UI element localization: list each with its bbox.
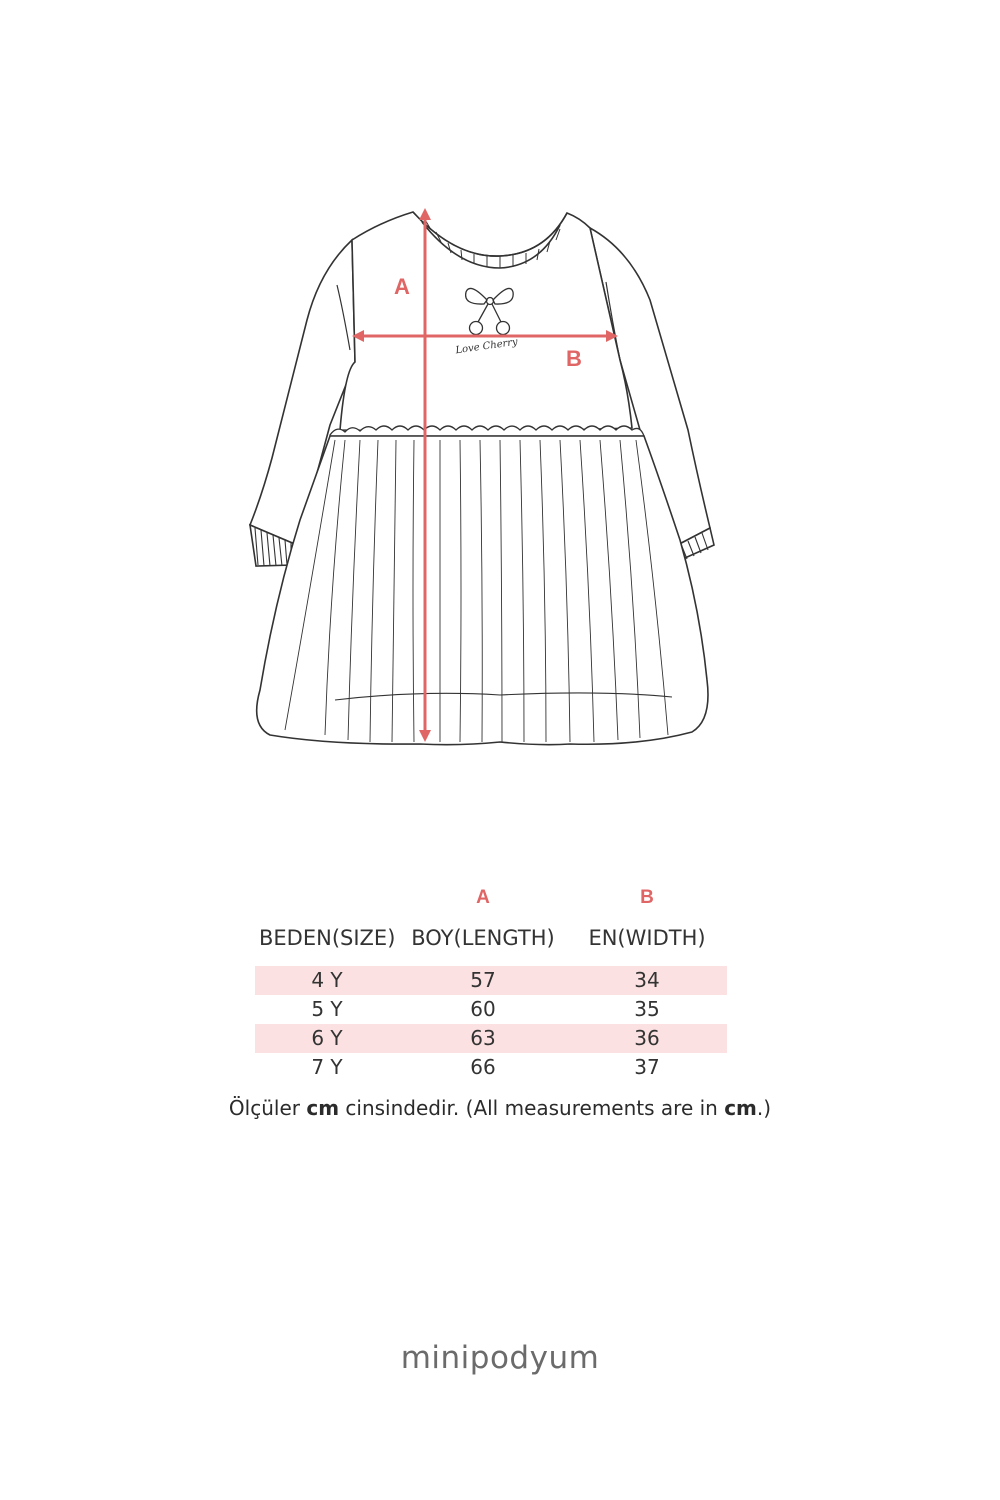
width-cell: 37 — [634, 1055, 660, 1079]
table-row — [255, 995, 727, 1024]
brand-logo: minipodyum — [400, 1340, 600, 1376]
table-row — [255, 1053, 727, 1082]
width-cell: 35 — [634, 997, 660, 1021]
length-cell: 57 — [399, 966, 567, 995]
size-column-header: BEDEN(SIZE) — [259, 926, 396, 950]
length-column-header: BOY(LENGTH) — [411, 926, 555, 950]
table-row — [255, 1024, 727, 1053]
size-cell: 4 Y — [255, 966, 399, 995]
note-unit: cm — [724, 1096, 757, 1120]
length-cell: 63 — [399, 1024, 567, 1053]
table-row — [255, 966, 727, 995]
width-column-header: EN(WIDTH) — [588, 926, 706, 950]
table-header-row — [255, 916, 727, 960]
note-text: .) — [756, 1096, 772, 1120]
size-table — [255, 880, 727, 1082]
note-text: Ölçüler — [228, 1096, 307, 1120]
column-letter — [255, 880, 399, 916]
length-cell: 66 — [470, 1055, 496, 1079]
width-cell: 36 — [567, 1024, 727, 1053]
column-letter-row — [255, 880, 727, 916]
size-cell: 5 Y — [311, 997, 343, 1021]
print-text: Love Cherry — [454, 336, 519, 357]
column-letter-a: A — [476, 887, 490, 908]
size-cell: 6 Y — [255, 1024, 399, 1053]
note-unit: cm — [306, 1096, 340, 1120]
label-a: A — [394, 274, 410, 299]
measurement-unit-note — [0, 1096, 1000, 1120]
note-text: cinsindedir. (All measurements are in — [339, 1096, 725, 1120]
label-b: B — [566, 346, 582, 371]
length-cell: 60 — [470, 997, 496, 1021]
column-letter-b: B — [640, 887, 654, 908]
width-cell: 34 — [567, 966, 727, 995]
size-cell: 7 Y — [311, 1055, 343, 1079]
bodice — [340, 212, 632, 431]
